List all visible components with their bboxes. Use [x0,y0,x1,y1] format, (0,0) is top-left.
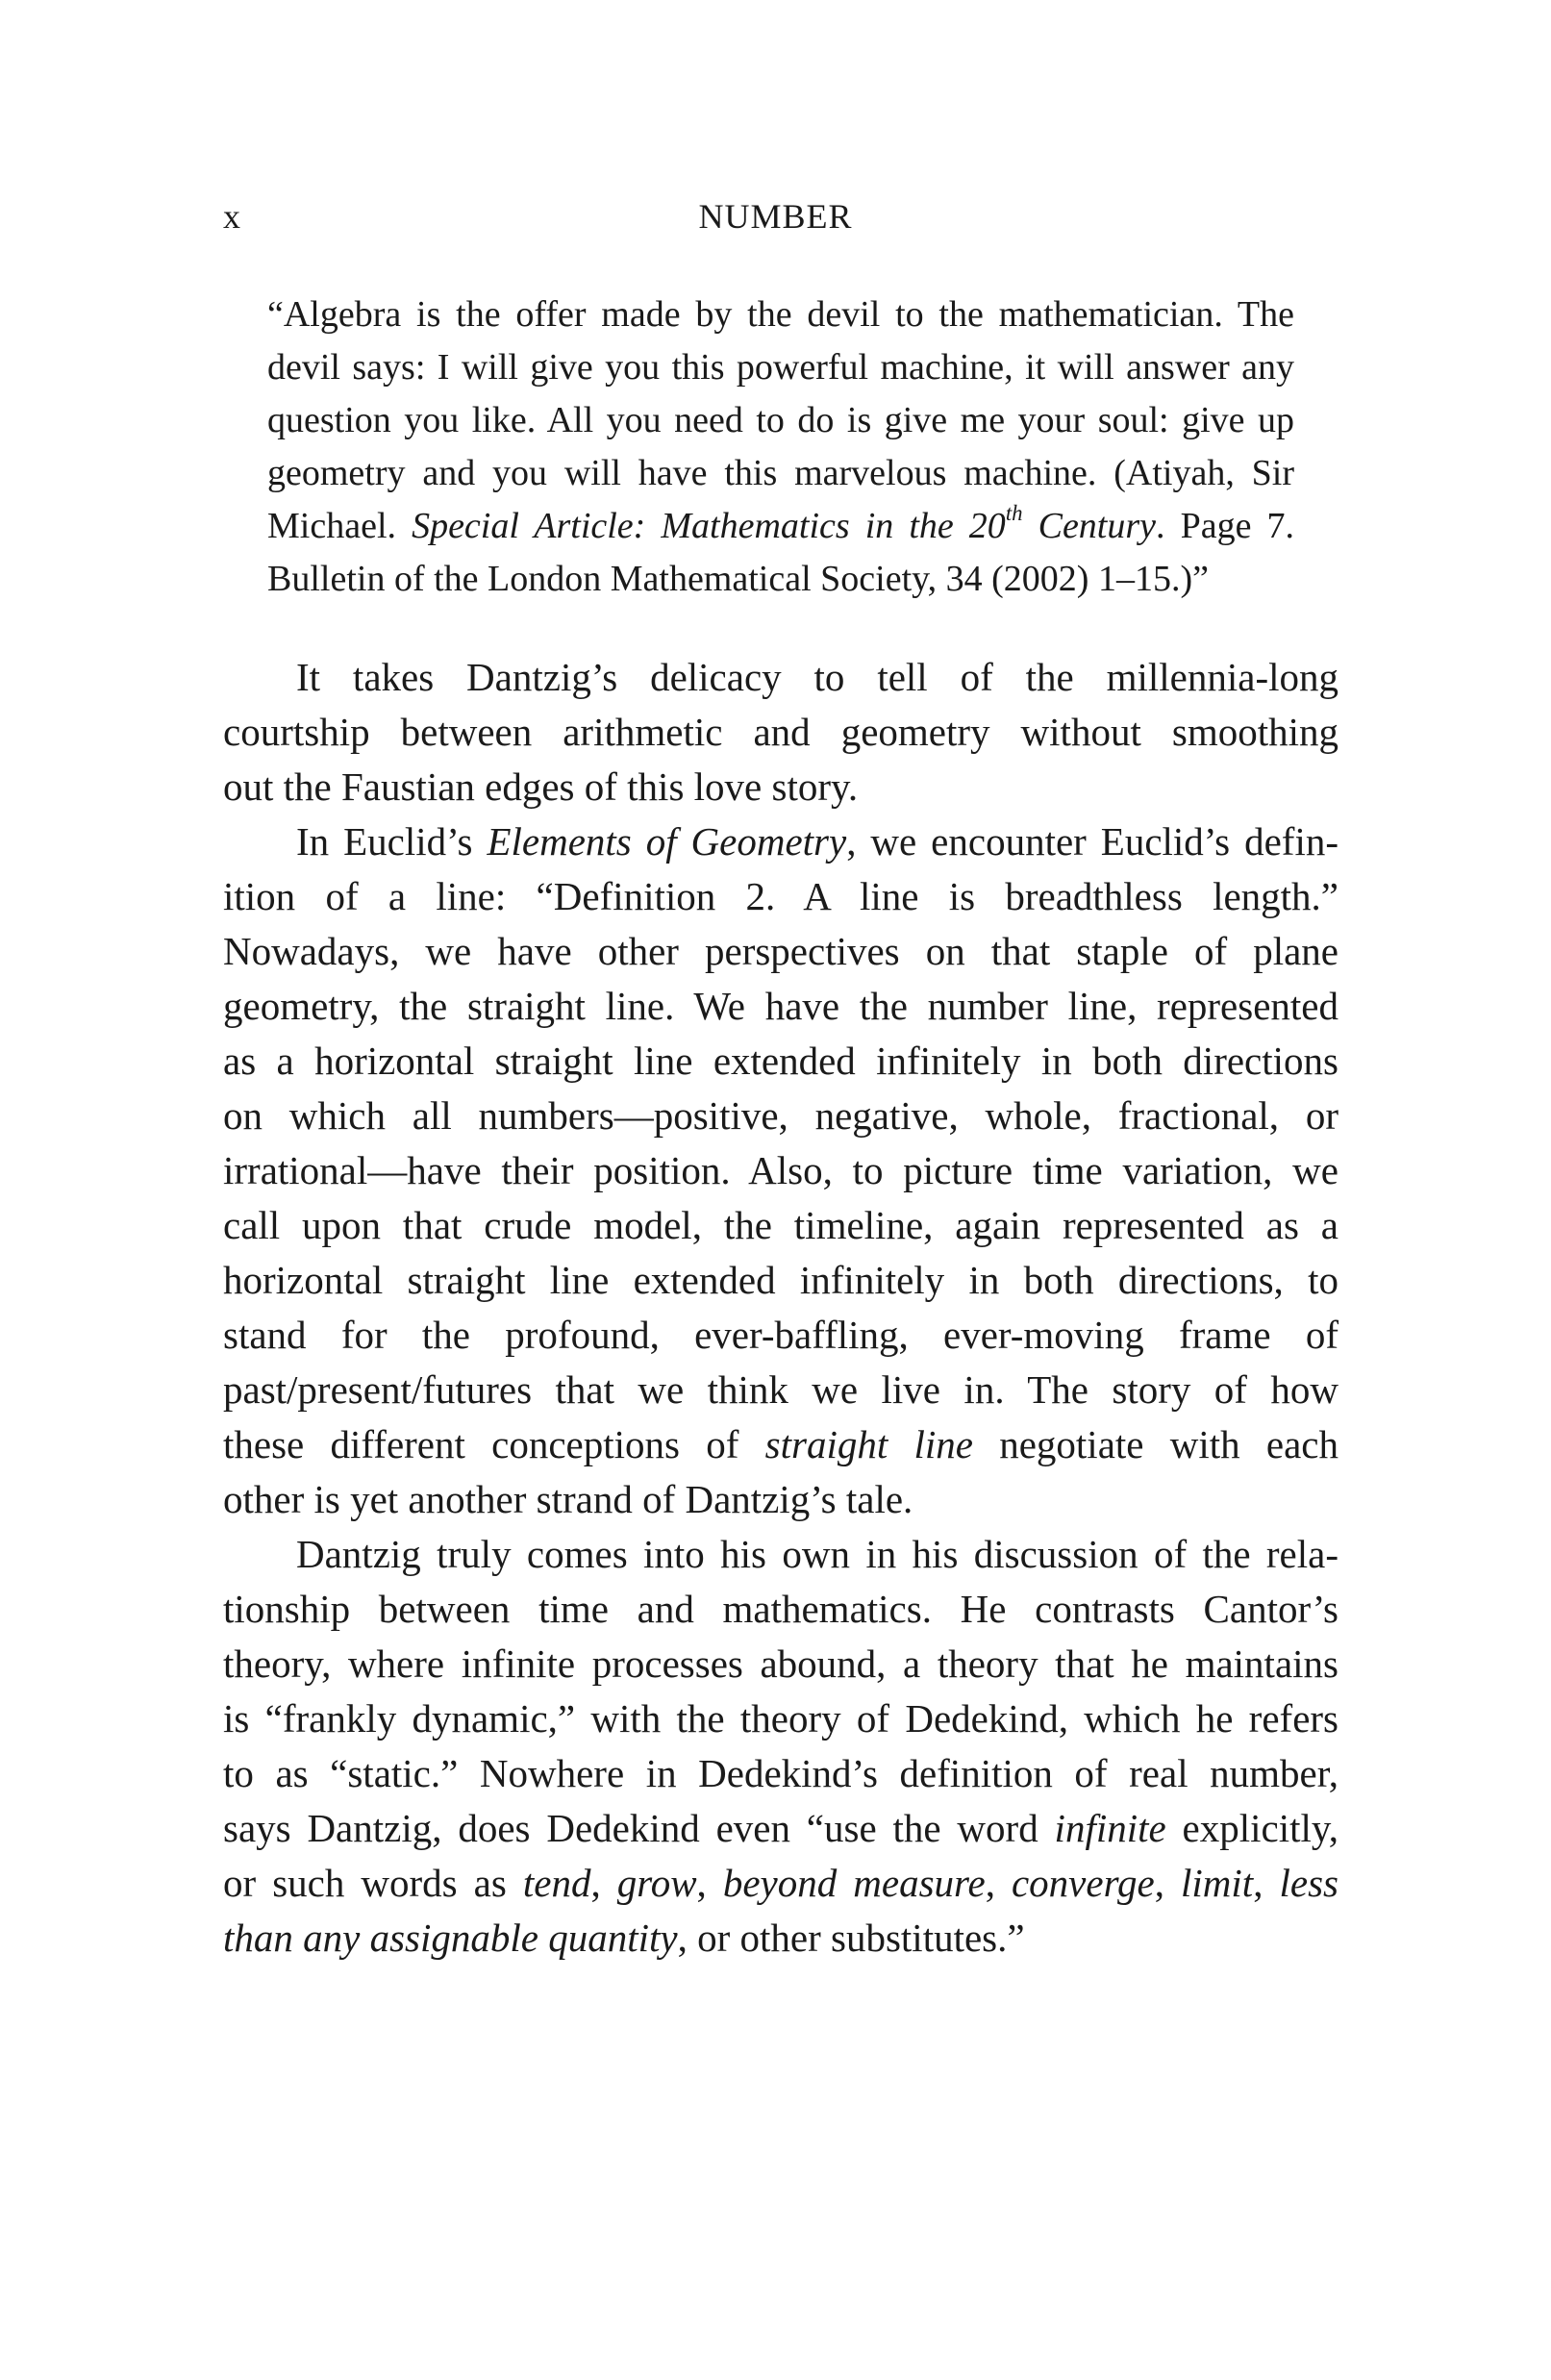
text-run: , we encounter Euclid’s defin- [846,819,1338,864]
text-line: ition of a line: “Definition 2. A line is breadthless length.” [223,874,1338,918]
epigraph-line: “Algebra is the offer made by the devil to the mathematician. The [267,294,1294,335]
text-line: irrational—have their position. Also, to picture time variation, we [223,1148,1338,1192]
paragraph-1 [223,650,1338,814]
book-title: Elements of Geometry [487,819,847,864]
emphasis: than any assignable quantity [223,1916,678,1960]
emphasis: converge [1011,1861,1155,1905]
text-line: as a horizontal straight line extended infinitely in both directions [223,1039,1338,1083]
page-folio: x [223,197,240,236]
paragraph-2 [223,814,1338,1527]
running-head: NUMBER [698,197,853,236]
emphasis: infinite [1054,1806,1166,1850]
text-line: horizontal straight line extended infinitely in both directions, to [223,1258,1338,1302]
text-run: negotiate with each [972,1422,1338,1466]
text-line: on which all numbers—positive, negative, whole, fractional, or [223,1093,1338,1138]
text-run: , [985,1861,1012,1905]
text-line: courtship between arithmetic and geometry without smoothing [223,710,1338,754]
emphasis: less [1279,1861,1338,1905]
epigraph-text: Michael. [267,506,413,546]
emphasis: tend [522,1861,591,1905]
article-title-text: Special Article: Mathematics in the 20 [412,506,1006,546]
epigraph-line [267,500,1294,553]
text-line: theory, where infinite processes abound, a theory that he maintains [223,1641,1338,1686]
text-line: past/present/futures that we think we live in. The story of how [223,1367,1338,1412]
article-title-text: Century [1022,506,1157,546]
text-run: these different conceptions of [223,1422,765,1466]
text-line [223,1417,1338,1472]
text-run: or such words as [223,1861,523,1905]
text-line: It takes Dantzig’s delicacy to tell of the millennia-long [296,655,1338,699]
article-title [412,500,1157,546]
text-run: In Euclid’s [296,819,488,864]
text-run: , [696,1861,723,1905]
text-line: Nowadays, we have other perspectives on that staple of plane [223,929,1338,973]
text-line [223,1856,1338,1911]
ordinal-superscript: th [1005,500,1023,525]
text-line: call upon that crude model, the timeline, again represented as a [223,1203,1338,1247]
text-line: Dantzig truly comes into his own in his discussion of the rela- [296,1532,1338,1576]
text-run: says Dantzig, does Dedekind even “use the word [223,1806,1055,1850]
text-line [223,1801,1338,1856]
body-text [223,650,1338,1966]
text-run: , [590,1861,617,1905]
epigraph-text: . Page 7. [1156,506,1294,546]
text-line: tionship between time and mathematics. He contrasts Cantor’s [223,1587,1338,1631]
text-line [223,1911,1338,1966]
epigraph-line: question you like. All you need to do is give me your soul: give up [267,400,1294,440]
text-run: explicitly, [1165,1806,1338,1850]
text-line: out the Faustian edges of this love story. [223,764,859,809]
text-line [223,814,1338,869]
text-run: , or other substitutes.” [677,1916,1025,1960]
text-run: , [1253,1861,1280,1905]
epigraph-line: devil says: I will give you this powerful machine, it will answer any [267,347,1294,388]
epigraph-line: Bulletin of the London Mathematical Society, 34 (2002) 1–15.)” [267,559,1209,599]
text-line: geometry, the straight line. We have the number line, represented [223,984,1338,1028]
epigraph-quote [267,288,1294,606]
emphasis: limit [1181,1861,1254,1905]
text-line: stand for the profound, ever-baffling, ever-moving frame of [223,1313,1338,1357]
text-line: to as “static.” Nowhere in Dedekind’s definition of real number, [223,1751,1338,1795]
text-line: is “frankly dynamic,” with the theory of Dedekind, which he refers [223,1696,1338,1741]
emphasis: beyond measure [722,1861,986,1905]
emphasis: straight line [764,1422,973,1466]
text-line: other is yet another strand of Dantzig’s tale. [223,1477,913,1521]
epigraph-line: geometry and you will have this marvelous machine. (Atiyah, Sir [267,453,1294,493]
text-run: , [1154,1861,1182,1905]
emphasis: grow [616,1861,697,1905]
paragraph-3 [223,1527,1338,1966]
